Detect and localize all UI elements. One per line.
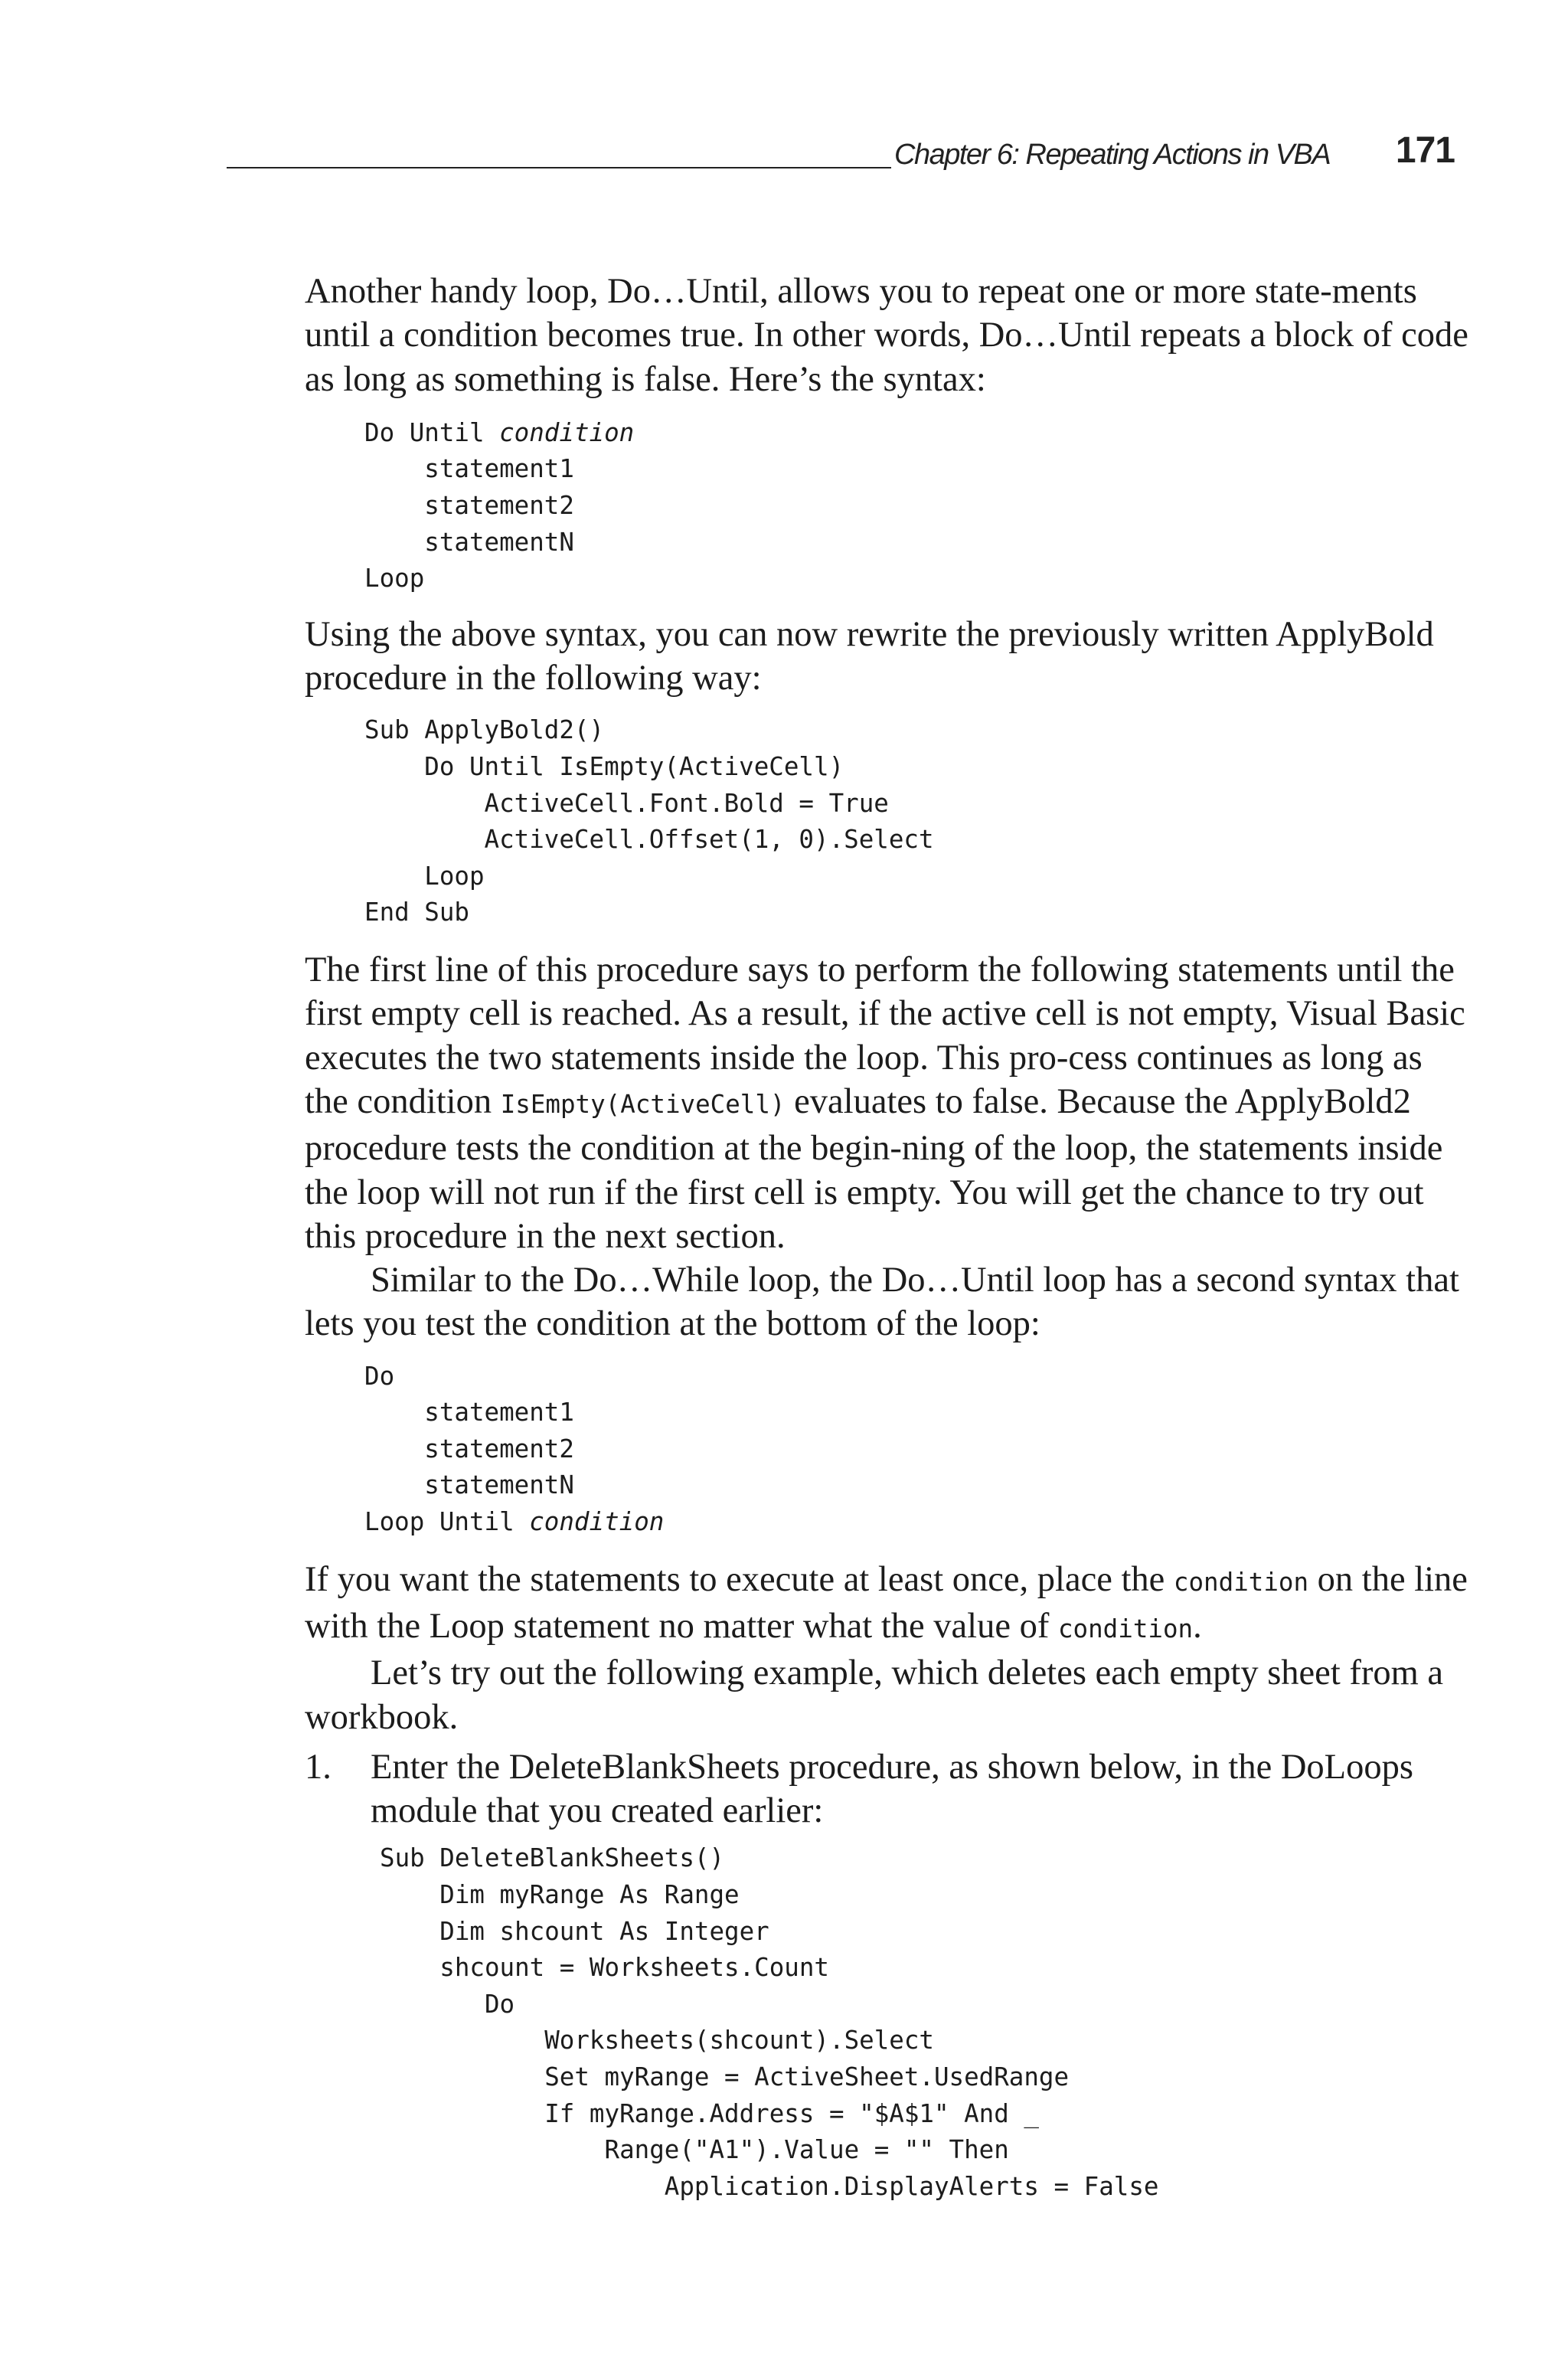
code-line: statement1 [364, 1398, 574, 1428]
paragraph-intro: Another handy loop, Do…Until, allows you to repeat one or more state-ments until a condition becomes true. In other words, Do…Until repeats a block of code as long as something is false. Here’s the syntax: [305, 272, 1468, 399]
code-line: Sub ApplyBold2() [364, 715, 605, 745]
code-line: Range("A1").Value = "" Then [380, 2135, 1009, 2165]
code-line: ActiveCell.Offset(1, 0).Select [364, 825, 934, 855]
code-line: Worksheets(shcount).Select [380, 2026, 934, 2055]
header-rule [227, 167, 891, 168]
inline-code: condition [1173, 1567, 1309, 1597]
code-line: ActiveCell.Font.Bold = True [364, 788, 889, 818]
code-block-applybold2 [305, 712, 1468, 931]
running-header [227, 127, 1455, 173]
code-line: statement2 [364, 1434, 574, 1464]
inline-code: condition [1057, 1614, 1194, 1643]
code-placeholder: condition [499, 417, 635, 447]
step-number: 1. [305, 1747, 332, 1787]
code-line: If myRange.Address = "$A$1" And _ [380, 2098, 1039, 2128]
step-text: Enter the DeleteBlankSheets procedure, as shown below, in the DoLoops module that you created earlier: [371, 1747, 1413, 1831]
chapter-title: Chapter 6: Repeating Actions in VBA [894, 139, 1331, 171]
page-number: 171 [1395, 130, 1455, 171]
paragraph-example-intro: Let’s try out the following example, which deletes each empty sheet from a workbook. [305, 1653, 1444, 1737]
paragraph-second-syntax: Similar to the Do…While loop, the Do…Until loop has a second syntax that lets you test the condition at the bottom of the loop: [305, 1261, 1459, 1344]
paragraph-rewrite: Using the above syntax, you can now rewrite the previously written ApplyBold procedure in the following way: [305, 614, 1434, 698]
code-line: Do Until IsEmpty(ActiveCell) [364, 752, 844, 782]
code-line: statementN [364, 1470, 574, 1500]
inline-code: IsEmpty(ActiveCell) [500, 1089, 786, 1119]
code-block-deleteblanksheets [305, 1840, 1468, 2205]
code-line: Sub DeleteBlankSheets() [380, 1843, 725, 1873]
code-block-do-until-syntax [305, 415, 1468, 597]
code-line: Loop [364, 861, 485, 891]
paragraph-explanation: The first line of this procedure says to perform the following statements until the first empty cell is reached. As a result, if the active cell is not empty, Visual Basic executes the two statements inside the loop. This pro-cess continues as long as the condition IsEmpty(ActiveCell) evaluates to false. Because the ApplyBold2 procedure tests the condition at the begin-ning of the loop, the statements inside the loop will not run if the first cell is empty. You will get the chance to try out this procedure in the next section. [305, 950, 1465, 1256]
code-line: statementN [364, 527, 574, 557]
code-line: Loop Until condition [364, 1507, 665, 1537]
page-body [305, 270, 1468, 2205]
list-item [305, 1745, 1468, 1833]
code-line: End Sub [364, 898, 469, 927]
code-line: Application.DisplayAlerts = False [380, 2171, 1159, 2201]
paragraph-execute-once: If you want the statements to execute at least once, place the condition on the line with the Loop statement no matter what the value of condition. [305, 1559, 1468, 1646]
code-line: Dim myRange As Range [380, 1880, 740, 1910]
code-line: Dim shcount As Integer [380, 1916, 769, 1946]
code-line: shcount = Worksheets.Count [380, 1953, 829, 1983]
code-line: Loop [364, 564, 425, 594]
code-line: Do [364, 1361, 395, 1391]
code-line: Do Until condition [364, 417, 635, 447]
code-placeholder: condition [529, 1507, 665, 1537]
code-line: Set myRange = ActiveSheet.UsedRange [380, 2062, 1070, 2091]
code-block-loop-until-syntax [305, 1359, 1468, 1541]
code-line: statement2 [364, 491, 574, 521]
step-list [305, 1745, 1468, 1833]
code-line: Do [380, 1989, 515, 2019]
code-line: statement1 [364, 454, 574, 484]
